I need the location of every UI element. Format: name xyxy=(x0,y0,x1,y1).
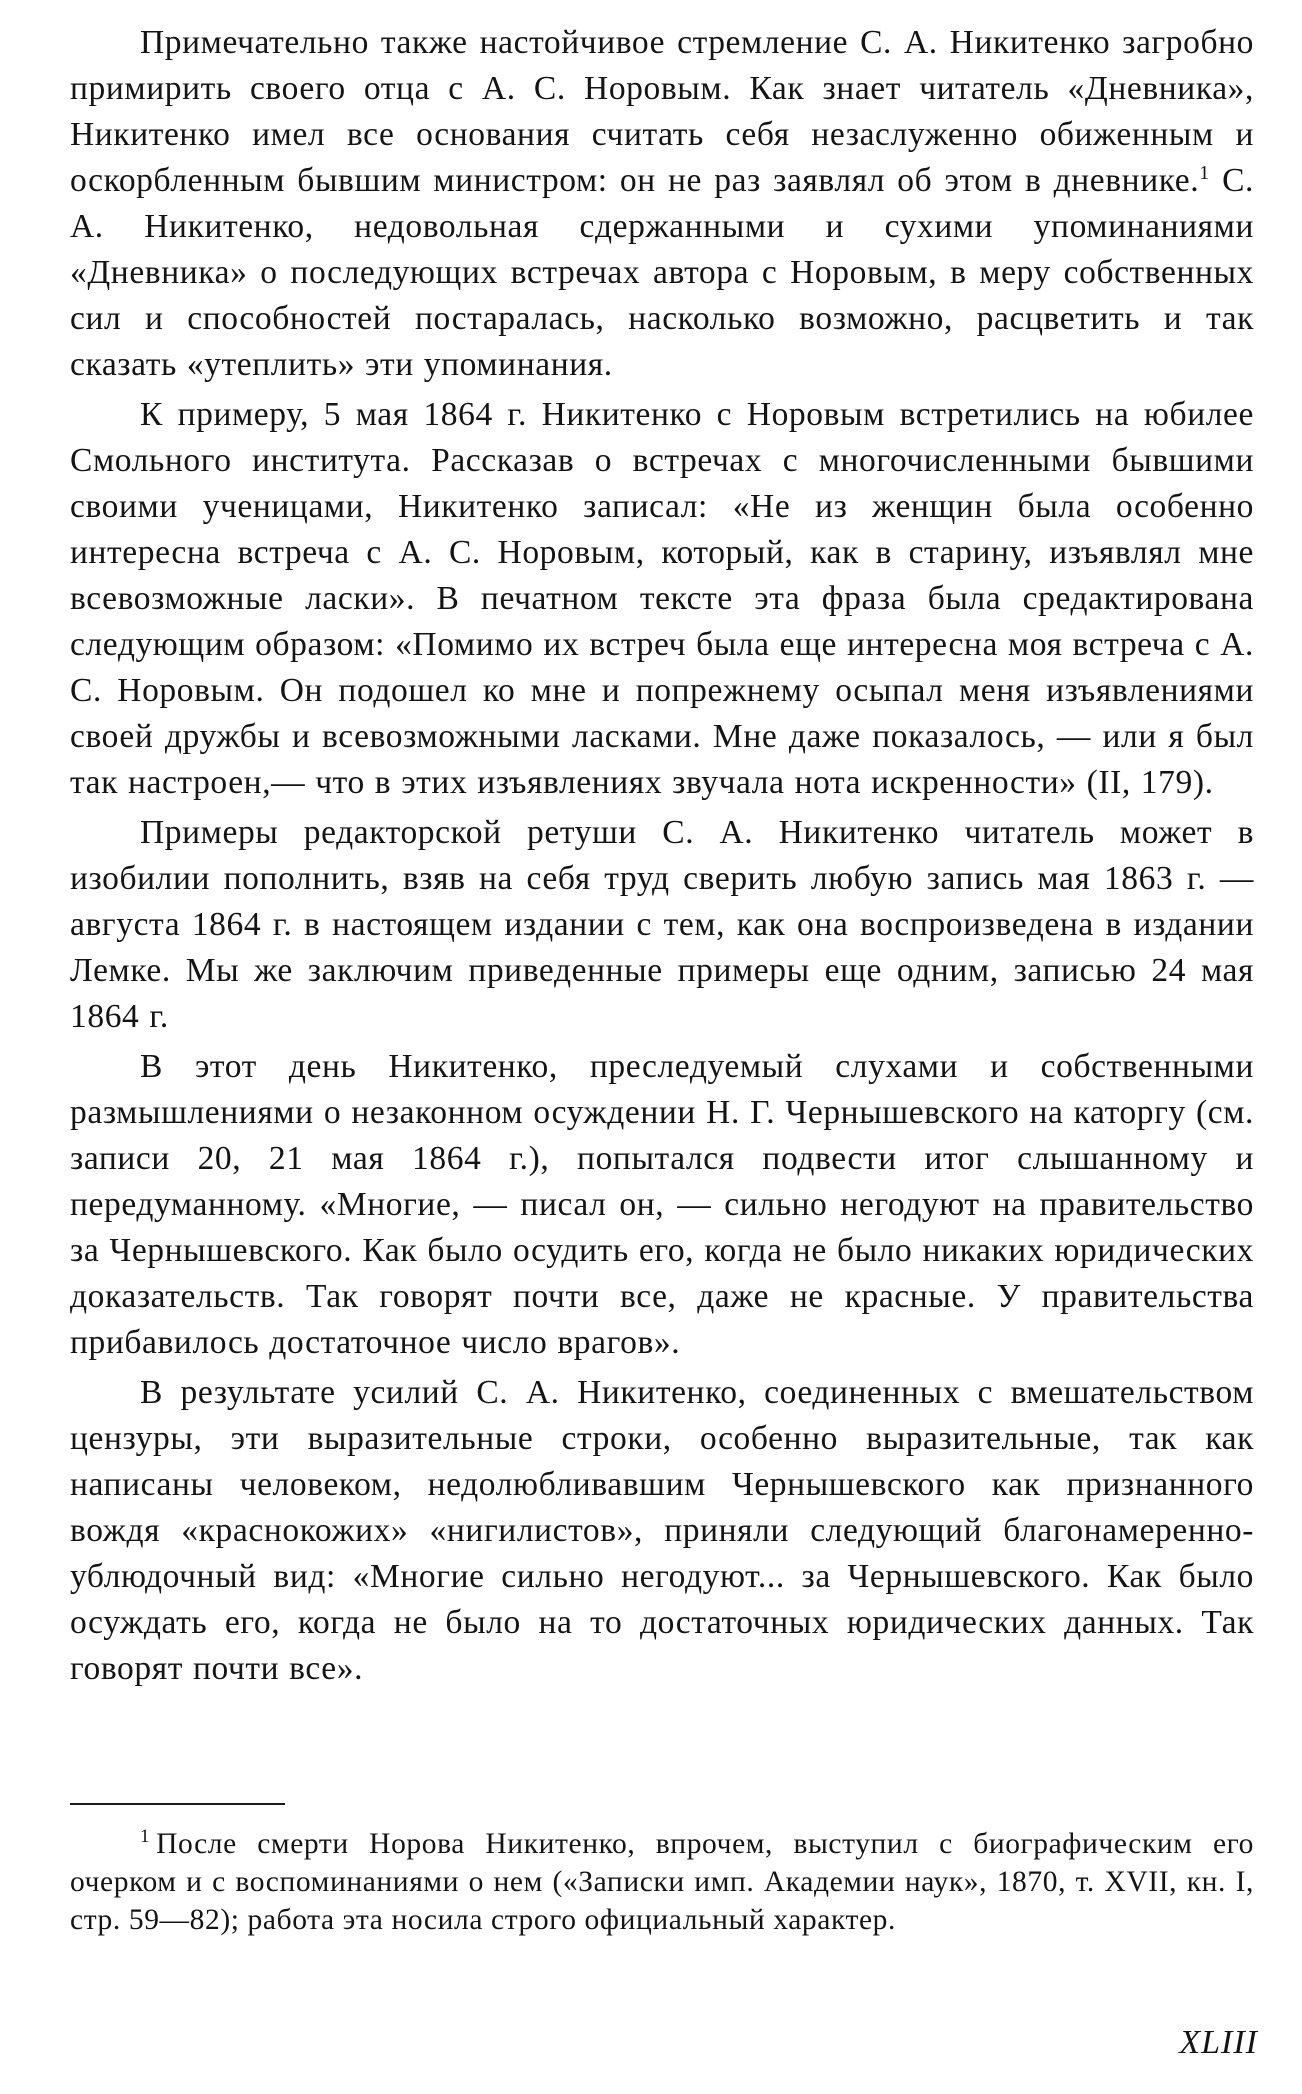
paragraph-2: К примеру, 5 мая 1864 г. Никитенко с Норовым встретились на юбилее Смольного института. Рассказав о встречах с многочисленными бывшими своими ученицами, Никитенко записал: «Не из женщин была особенно интересна встреча с А. С. Норовым, который, как в старину, изъявлял мне всевозможные ласки». В печатном тексте эта фраза была средактирована следующим образом: «Помимо их встреч была еще интересна моя встреча с А. С. Норовым. Он подошел ко мне и попрежнему осыпал меня изъявлениями своей дружбы и всевозможными ласками. Мне даже показалось, — или я был так настроен,— что в этих изъявлениях звучала нота искренности» (II, 179). xyxy=(70,396,1254,801)
paragraph-3: Примеры редакторской ретуши С. А. Никитенко читатель может в изобилии пополнить, взяв на себя труд сверить любую запись мая 1863 г. — августа 1864 г. в настоящем издании с тем, как она воспроизведена в издании Лемке. Мы же заключим приведенные примеры еще одним, записью 24 мая 1864 г. xyxy=(70,814,1254,1035)
footnote xyxy=(70,1825,1254,1939)
footnote-reference: 1 xyxy=(1199,161,1210,184)
main-text xyxy=(70,20,1254,1696)
paragraph-5: В результате усилий С. А. Никитенко, соединенных с вмешательством цензуры, эти выразительные строки, особенно выразительные, так как написаны человеком, недолюбливавшим Чернышевского как признанного вождя «краснокожих» «нигилистов», приняли следующий благонамеренно-ублюдочный вид: «Многие сильно негодуют... за Чернышевского. Как было осуждать его, когда не было на то достаточных юридических данных. Так говорят почти все». xyxy=(70,1374,1254,1687)
paragraph-1 xyxy=(70,20,1254,388)
paragraph-4: В этот день Никитенко, преследуемый слухами и собственными размышлениями о незаконном осуждении Н. Г. Чернышевского на каторгу (см. записи 20, 21 мая 1864 г.), попытался подвести итог слышанному и передуманному. «Многие, — писал он, — сильно негодуют на правительство за Чернышевского. Как было осудить его, когда не было никаких юридических доказательств. Так говорят почти все, даже не красные. У правительства прибавилось достаточное число врагов». xyxy=(70,1048,1254,1361)
footnote-mark: 1 xyxy=(140,1826,151,1848)
footnote-separator xyxy=(70,1803,285,1805)
paragraph-1-text-before-note: Примечательно также настойчивое стремление С. А. Никитенко загробно примирить своего отца с А. С. Норовым. Как знает читатель «Дневника», Никитенко имел все основания считать себя незаслуженно обиженным и оскорбленным бывшим министром: он не раз заявлял об этом в дневнике. xyxy=(70,24,1254,199)
page-number: XLIII xyxy=(1179,2024,1258,2061)
footnote-text: После смерти Норова Никитенко, впрочем, выступил с биографическим его очерком и с воспоминаниями о нем («Записки имп. Академии наук», 1870, т. XVII, кн. I, стр. 59—82); работа эта носила строго официальный характер. xyxy=(70,1828,1254,1936)
paragraph-1-text-after-note: С. А. Никитенко, недовольная сдержанными и сухими упоминаниями «Дневника» о последующих встречах автора с Норовым, в меру собственных сил и способностей постаралась, насколько возможно, расцветить и так сказать «утеплить» эти упоминания. xyxy=(70,162,1254,383)
